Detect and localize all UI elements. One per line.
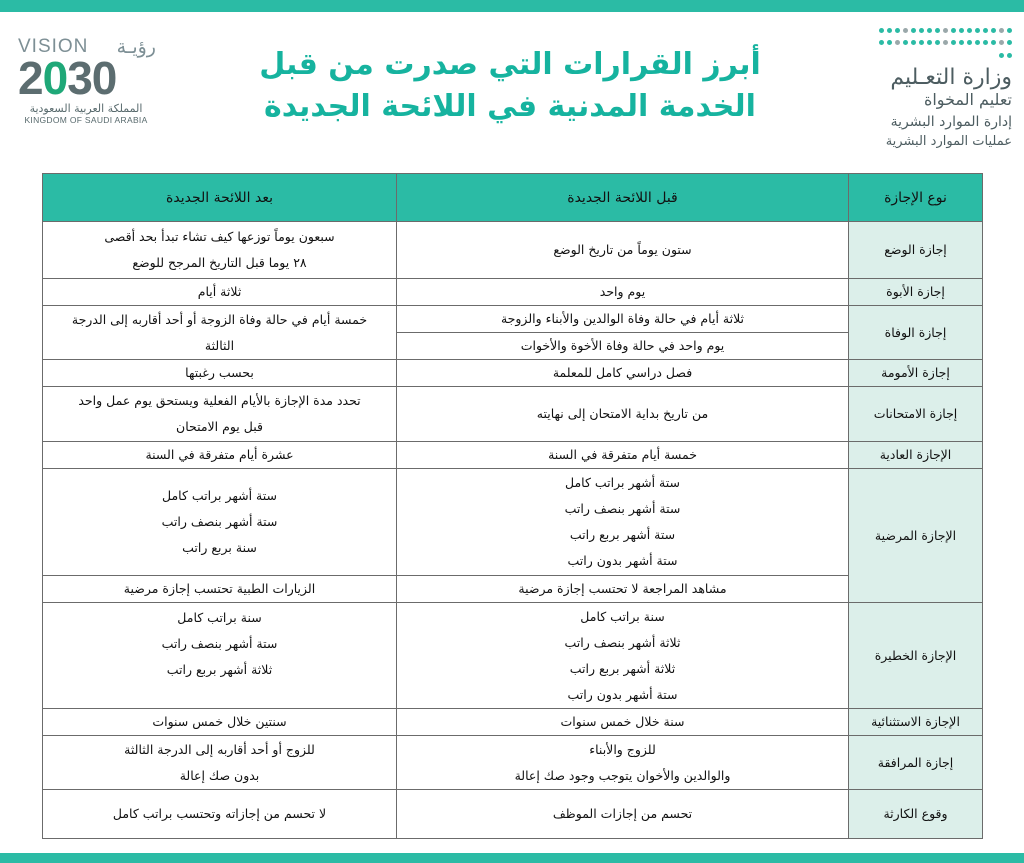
- ministry-name: وزارة التعـليم: [890, 65, 1012, 90]
- top-accent-bar: [0, 0, 1024, 12]
- cell-line: ستة أشهر بربع راتب: [569, 527, 676, 542]
- table-row: [43, 222, 983, 279]
- cell-line: الثالثة: [204, 337, 235, 353]
- vision-word-en: VISION: [18, 36, 89, 57]
- before-cell: ستون يوماً من تاريخ الوضع: [397, 222, 849, 279]
- table-row: [43, 736, 983, 790]
- header-after: بعد اللائحة الجديدة: [43, 174, 397, 222]
- cell-line: ستة أشهر بنصف راتب: [161, 636, 278, 651]
- cell-line: تحدد مدة الإجازة بالأيام الفعلية ويستحق يوم عمل واحد: [78, 393, 361, 408]
- hr-operations: عمليات الموارد البشرية: [885, 134, 1012, 149]
- leave-type-cell: الإجازة الاستثنائية: [849, 709, 983, 736]
- header-before: قبل اللائحة الجديدة: [397, 174, 849, 222]
- vision-word-ar: رؤيـة: [116, 36, 156, 58]
- after-cell: [43, 603, 397, 709]
- ministry-of-education-logo: [842, 28, 1012, 158]
- leave-type-cell: الإجازة العادية: [849, 442, 983, 469]
- kingdom-name-en: KINGDOM OF SAUDI ARABIA: [24, 115, 148, 125]
- before-cell: [397, 603, 849, 709]
- cell-line: ستة أشهر بنصف راتب: [564, 501, 681, 516]
- cell-line: سنة براتب كامل: [580, 608, 665, 624]
- leave-type-cell: إجازة المرافقة: [849, 736, 983, 790]
- table-row: [43, 603, 983, 709]
- before-cell: فصل دراسي كامل للمعلمة: [397, 360, 849, 387]
- title-line-1: أبرز القرارات التي صدرت من قبل: [259, 47, 761, 82]
- after-cell: عشرة أيام متفرقة في السنة: [43, 442, 397, 469]
- cell-line: ثلاثة أشهر بنصف راتب: [564, 634, 681, 650]
- leave-type-cell: إجازة الوضع: [849, 222, 983, 279]
- before-cell: [397, 736, 849, 790]
- leave-type-cell: وقوع الكارثة: [849, 790, 983, 839]
- cell-line: ستة أشهر بنصف راتب: [161, 514, 278, 529]
- table-row: [43, 306, 983, 333]
- year-digit-2: 2: [18, 52, 43, 104]
- before-cell: يوم واحد في حالة وفاة الأخوة والأخوات: [397, 333, 849, 360]
- header-leave-type: نوع الإجازة: [849, 174, 983, 222]
- before-cell: [397, 469, 849, 576]
- vision-year: [18, 52, 168, 104]
- after-cell: [43, 387, 397, 442]
- cell-line: ثلاثة أشهر بربع راتب: [569, 660, 676, 676]
- after-cell: [43, 469, 397, 576]
- cell-line: ثلاثة أشهر بربع راتب: [166, 662, 273, 677]
- after-cell: ثلاثة أيام: [43, 279, 397, 306]
- after-cell: [43, 736, 397, 790]
- year-digit-0-emblem: 0: [42, 52, 68, 104]
- leave-comparison-table: [42, 173, 983, 839]
- cell-line: ستة أشهر براتب كامل: [162, 488, 277, 503]
- before-cell: تحسم من إجازات الموظف: [397, 790, 849, 839]
- table-row: [43, 360, 983, 387]
- leave-type-cell: إجازة الامتحانات: [849, 387, 983, 442]
- cell-line: بدون صك إعالة: [179, 767, 260, 783]
- cell-line: قبل يوم الامتحان: [176, 419, 263, 434]
- ministry-branch: تعليم المخواة: [923, 90, 1012, 109]
- cell-line: ٢٨ يوما قبل التاريخ المرجح للوضع: [132, 255, 307, 270]
- ministry-dots-emblem-icon: [872, 28, 1012, 62]
- after-cell: لا تحسم من إجازاته وتحتسب براتب كامل: [43, 790, 397, 839]
- cell-line: خمسة أيام في حالة وفاة الزوجة أو أحد أقاربه إلى الدرجة: [71, 311, 368, 327]
- after-cell: [43, 222, 397, 279]
- bottom-accent-bar: [0, 853, 1024, 863]
- table-row: [43, 442, 983, 469]
- table-row: [43, 279, 983, 306]
- table-header-row: [43, 174, 983, 222]
- vision-2030-logo: [18, 36, 168, 132]
- after-cell: الزيارات الطبية تحتسب إجازة مرضية: [43, 576, 397, 603]
- cell-line: سنة براتب كامل: [177, 610, 262, 625]
- year-digits-30: 30: [67, 52, 117, 104]
- leave-type-cell: إجازة الأمومة: [849, 360, 983, 387]
- cell-line: للزوج أو أحد أقاربه إلى الدرجة الثالثة: [124, 741, 315, 757]
- cell-line: والوالدين والأخوان يتوجب وجود صك إعالة: [514, 767, 731, 783]
- before-cell: من تاريخ بداية الامتحان إلى نهايته: [397, 387, 849, 442]
- leave-type-cell: الإجازة المرضية: [849, 469, 983, 603]
- cell-line: سبعون يوماً توزعها كيف تشاء تبدأ بحد أقصى: [104, 229, 335, 244]
- table-row: [43, 387, 983, 442]
- cell-line: للزوج والأبناء: [589, 741, 656, 757]
- cell-line: ستة أشهر بدون راتب: [567, 553, 678, 568]
- cell-line: سنة بربع راتب: [182, 540, 257, 555]
- page-title: [220, 44, 800, 128]
- leave-type-cell: الإجازة الخطيرة: [849, 603, 983, 709]
- cell-line: ستة أشهر بدون راتب: [567, 686, 678, 702]
- title-line-2: الخدمة المدنية في اللائحة الجديدة: [264, 89, 756, 124]
- kingdom-name-ar: المملكة العربية السعودية: [29, 102, 143, 115]
- leave-type-cell: إجازة الوفاة: [849, 306, 983, 360]
- table-row: [43, 469, 983, 576]
- table-row: [43, 790, 983, 839]
- after-cell: بحسب رغبتها: [43, 360, 397, 387]
- table-row: [43, 576, 983, 603]
- hr-department: إدارة الموارد البشرية: [890, 114, 1012, 130]
- before-cell: يوم واحد: [397, 279, 849, 306]
- leave-type-cell: إجازة الأبوة: [849, 279, 983, 306]
- after-cell: سنتين خلال خمس سنوات: [43, 709, 397, 736]
- cell-line: ستة أشهر براتب كامل: [565, 475, 680, 490]
- before-cell: مشاهد المراجعة لا تحتسب إجازة مرضية: [397, 576, 849, 603]
- before-cell: ثلاثة أيام في حالة وفاة الوالدين والأبناء والزوجة: [397, 306, 849, 333]
- before-cell: سنة خلال خمس سنوات: [397, 709, 849, 736]
- table-row: [43, 709, 983, 736]
- before-cell: خمسة أيام متفرقة في السنة: [397, 442, 849, 469]
- after-cell: [43, 306, 397, 360]
